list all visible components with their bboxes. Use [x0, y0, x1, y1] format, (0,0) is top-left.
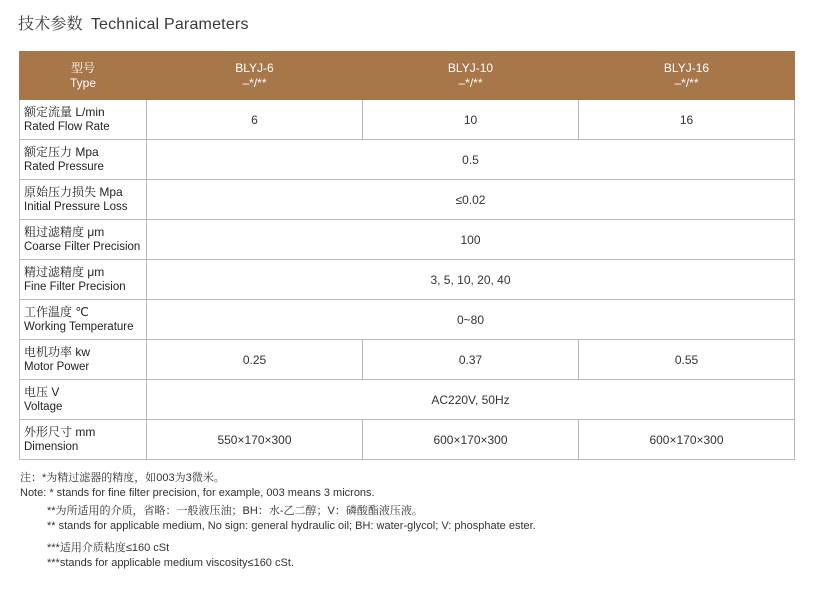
notes-section [20, 471, 536, 571]
note-3-en: ***stands for applicable medium viscosity≤160 cSt. [47, 557, 294, 569]
cell-value: 100 [147, 220, 795, 260]
row-label: 额定流量 L/min Rated Flow Rate [20, 100, 147, 140]
note-1-zh: 注：*为精过滤器的精度，如003为3微米。 [20, 472, 225, 484]
cell-value: 0.5 [147, 140, 795, 180]
cell-value: 550×170×300 [147, 420, 363, 460]
table-row [20, 180, 795, 220]
table-row [20, 140, 795, 180]
row-label: 原始压力损失 Mpa Initial Pressure Loss [20, 180, 147, 220]
cell-value: 0.55 [579, 340, 795, 380]
table-header-row [20, 52, 795, 100]
cell-value: ≤0.02 [147, 180, 795, 220]
table-row [20, 100, 795, 140]
note-3-zh: ***适用介质粘度≤160 cSt [47, 542, 170, 554]
cell-value: 600×170×300 [363, 420, 579, 460]
page-title [18, 11, 249, 34]
table-row [20, 260, 795, 300]
table-row [20, 220, 795, 260]
header-type: 型号 Type [20, 52, 147, 100]
table-row [20, 380, 795, 420]
cell-value: 600×170×300 [579, 420, 795, 460]
cell-value: 6 [147, 100, 363, 140]
cell-value: 0.25 [147, 340, 363, 380]
cell-value: 3, 5, 10, 20, 40 [147, 260, 795, 300]
cell-value: 10 [363, 100, 579, 140]
cell-value: 16 [579, 100, 795, 140]
table-row [20, 420, 795, 460]
row-label: 电压 V Voltage [20, 380, 147, 420]
title-zh: 技术参数 [18, 16, 83, 33]
title-en: Technical Parameters [90, 16, 249, 33]
row-label: 粗过滤精度 μm Coarse Filter Precision [20, 220, 147, 260]
header-model: BLYJ-16 –*/** [579, 52, 795, 100]
parameters-table [19, 51, 795, 460]
cell-value: 0.37 [363, 340, 579, 380]
header-model: BLYJ-10 –*/** [363, 52, 579, 100]
note-1-en: Note: * stands for fine filter precision, for example, 003 means 3 microns. [20, 487, 375, 499]
row-label: 额定压力 Mpa Rated Pressure [20, 140, 147, 180]
note-2-en: ** stands for applicable medium, No sign: general hydraulic oil; BH: water-glycol; V: phosphate ester. [47, 520, 536, 532]
cell-value: AC220V, 50Hz [147, 380, 795, 420]
table-row [20, 340, 795, 380]
row-label: 电机功率 kw Motor Power [20, 340, 147, 380]
row-label: 工作温度 ℃ Working Temperature [20, 300, 147, 340]
cell-value: 0~80 [147, 300, 795, 340]
note-2-zh: **为所适用的介质，省略：一般液压油；BH：水-乙二醇；V：磷酸酯液压液。 [47, 505, 423, 517]
header-model: BLYJ-6 –*/** [147, 52, 363, 100]
row-label: 外形尺寸 mm Dimension [20, 420, 147, 460]
row-label: 精过滤精度 μm Fine Filter Precision [20, 260, 147, 300]
table-row [20, 300, 795, 340]
